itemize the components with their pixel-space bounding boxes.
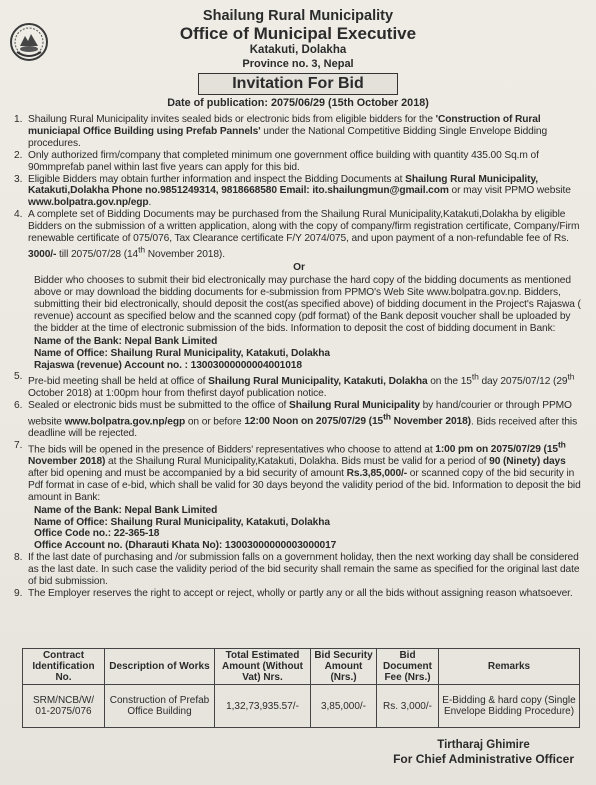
remarks-cell: E-Bidding & hard copy (Single Envelope Bidding Procedure) bbox=[439, 685, 580, 728]
signature-block bbox=[393, 738, 574, 766]
municipality-name: Shailung Rural Municipality bbox=[202, 8, 394, 24]
numbered-clause bbox=[14, 174, 584, 210]
notice-title: Invitation For Bid bbox=[198, 73, 398, 95]
clause-number: 7. bbox=[14, 439, 23, 451]
table-header-cell: Bid Security Amount (Nrs.) bbox=[311, 649, 377, 685]
clause-number: 8. bbox=[14, 552, 23, 564]
clause-number: 5. bbox=[14, 371, 23, 383]
clause-text: The Employer reserves the right to accept or reject, wholly or partly any or all the bids without assigning reason whatsoever. bbox=[28, 588, 573, 599]
table-header-row bbox=[23, 649, 580, 685]
clause-text: Pre-bid meeting shall be held at office of Shailung Rural Municipality, Katakuti, Dolakha on the 15th day 2075/07/12 (29th October 2018) at 1:00pm hour from thefirst dayof publication notice. bbox=[28, 371, 575, 399]
numbered-clause bbox=[14, 588, 584, 600]
bank-info-document-fee bbox=[14, 336, 584, 372]
numbered-clause bbox=[14, 552, 584, 588]
clause-text: The bids will be opened in the presence of Bidders' representatives who choose to attend at 1:00 pm on 2075/07/29 (15th November 2018) at the Shailung Rural Municipality,Katakuti, Dolakha. Bids must be valid for a period of 90 (Ninety) days after bid opening and must be accompanied by a bid security of amount Rs.3,85,000/- or scanned copy of the bid security in Pdf format in case of e-bid, which shall be valid for 30 days beyond the validity period of the bid. Information to deposit the bid amount in Bank: bbox=[28, 439, 581, 503]
document-fee-cell: Rs. 3,000/- bbox=[377, 685, 439, 728]
description-cell: Construction of Prefab Office Building bbox=[105, 685, 215, 728]
publication-date: Date of publication: 2075/06/29 (15th October 2018) bbox=[167, 97, 429, 109]
clause-number: 9. bbox=[14, 588, 23, 599]
signatory-role: For Chief Administrative Officer bbox=[393, 752, 574, 766]
signatory-name: Tirtharaj Ghimire bbox=[437, 739, 530, 751]
clause-text: Eligible Bidders may obtain further information and inspect the Bidding Documents at Shailung Rural Municipality, Katakuti,Dolakha Phone no.9851249314, 9818668580 Email: ito.shailungmun@gmail.com or may visit PPMO website www.bolpatra.gov.np/egp. bbox=[28, 173, 571, 209]
clause-number: 6. bbox=[14, 399, 23, 411]
clause-number: 4. bbox=[14, 209, 23, 221]
bid-security-cell: 3,85,000/- bbox=[311, 685, 377, 728]
bid-details-table bbox=[22, 648, 580, 728]
or-separator: Or bbox=[293, 262, 305, 274]
clauses-1-4 bbox=[14, 114, 584, 261]
numbered-clause bbox=[14, 371, 584, 399]
estimated-amount-cell: 1,32,73,935.57/- bbox=[215, 685, 311, 728]
electronic-submission-paragraph: Bidder who chooses to submit their bid electronically may purchase the hard copy of the bidding documents as mentioned above or may download the bidding documents for e-submission from PPMO's Web Site www.bolpatra.gov.np. Bidders, submitting their bid electronically, should deposit the cost(as specified above) of bidding document in the Project's Rajaswa ( revenue) account as specified below and the scanned copy (pdf format) of the Bank deposit voucher shall be uploaded by the bidder at the time of electronic submission of the bids. Information to deposit the cost of bidding document in Bank: bbox=[34, 275, 581, 334]
numbered-clause bbox=[14, 209, 584, 261]
bank-info-line: Name of Office: Shailung Rural Municipality, Katakuti, Dolakha bbox=[34, 516, 330, 528]
table-header-cell: Remarks bbox=[439, 649, 580, 685]
bank-info-line: Name of Office: Shailung Rural Municipality, Katakuti, Dolakha bbox=[34, 347, 330, 359]
clause-number: 2. bbox=[14, 149, 23, 161]
table-header-cell: Bid Document Fee (Nrs.) bbox=[377, 649, 439, 685]
table-header-cell: Description of Works bbox=[105, 649, 215, 685]
numbered-clause bbox=[14, 400, 584, 440]
bank-info-line: Name of the Bank: Nepal Bank Limited bbox=[34, 335, 218, 347]
province: Province no. 3, Nepal bbox=[242, 58, 354, 70]
office-name: Office of Municipal Executive bbox=[179, 24, 417, 43]
numbered-clause bbox=[14, 150, 584, 174]
table-header-cell: Total Estimated Amount (Without Vat) Nrs. bbox=[215, 649, 311, 685]
clause-number: 1. bbox=[14, 114, 23, 125]
office-location: Katakuti, Dolakha bbox=[249, 44, 347, 56]
numbered-clause bbox=[14, 440, 584, 504]
bank-info-line: Office Account no. (Dharauti Khata No): 13003000000003000017 bbox=[34, 540, 337, 552]
table-header-cell: Contract Identification No. bbox=[23, 649, 105, 685]
table-row bbox=[23, 685, 580, 728]
bank-info-bid-security bbox=[14, 505, 584, 553]
clause-text: If the last date of purchasing and /or submission falls on a government holiday, then the next working day shall be considered as the last date. In such case the validity period of the bid security shall remain the same as specified for the original last date of bid submission. bbox=[28, 552, 580, 588]
clauses-5-7 bbox=[14, 371, 584, 503]
contract-id-cell: SRM/NCB/W/ 01-2075/076 bbox=[23, 685, 105, 728]
bank-info-line: Rajaswa (revenue) Account no. : 13003000000004001018 bbox=[34, 359, 302, 371]
notice-body bbox=[14, 114, 584, 600]
numbered-clause bbox=[14, 114, 584, 150]
bank-info-line: Name of the Bank: Nepal Bank Limited bbox=[34, 504, 218, 516]
clause-number: 3. bbox=[14, 173, 23, 185]
clauses-8-9 bbox=[14, 552, 584, 600]
clause-text: A complete set of Bidding Documents may be purchased from the Shailung Rural Municipality,Katakuti,Dolakha by eligible Bidders on the submission of a written application, along with the copy of company/firm registration certificate, Company/Firm renewable certificate of 075/076, Tax Clearance certificate F/Y 2074/075, and upon payment of a non-refundable fee of Rs. 3000/- till 2075/07/28 (14th November 2018). bbox=[28, 209, 580, 261]
clause-text: Shailung Rural Municipality invites sealed bids or electronic bids from eligible bidders for the 'Construction of Rural municiapal Office Building using Prefab Pannels' under the National Competitive Bidding Single Envelope Bidding procedures. bbox=[28, 114, 548, 149]
bank-info-line: Office Code no.: 22-365-18 bbox=[34, 528, 160, 540]
clause-text: Sealed or electronic bids must be submitted to the office of Shailung Rural Municipality by hand/courier or through PPMO website www.bolpatra.gov.np/egp on or before 12:00 Noon on 2075/07/29 (15th November 2018). Bids received after this deadline will be rejected. bbox=[28, 399, 578, 439]
clause-text: Only authorized firm/company that completed minimum one government office building with quantity 435.00 Sq.m of 90mmprefab panel within last five years can apply for this bid. bbox=[28, 149, 539, 173]
